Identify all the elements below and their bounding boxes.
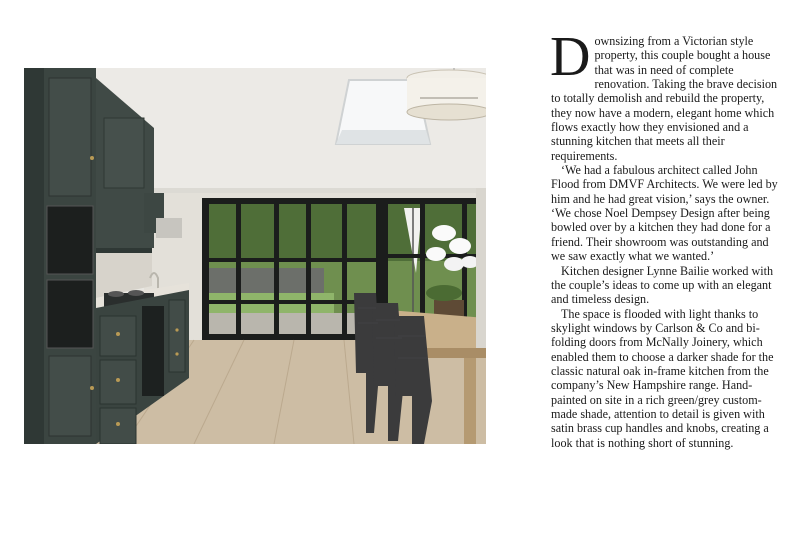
- drop-cap: D: [550, 26, 591, 88]
- paragraph-text: ownsizing from a Victorian style property, this couple bought a house that was in need of complete renovation. Taking the brave decision to totally demolish and rebuild the property, they now have a modern, elegant home which flows exactly how they envisioned and a stunning kitchen that meets all their requirements.: [551, 34, 778, 163]
- article-paragraph: Kitchen designer Lynne Bailie worked with the couple’s ideas to come up with an elegant and timeless design.: [551, 263, 774, 307]
- article-paragraph: The space is flooded with light thanks to skylight windows by Carlson & Co and bi-folding doors from McNally Joinery, which enabled them to choose a darker shade for the classic natural oak in-frame kitchen from the company’s New Hampshire range. Hand-painted on site in a rich green/grey custom-made shade, attention to detail is given with satin brass cup handles and knobs, creating a look that is nothing short of stunning.: [551, 306, 774, 450]
- article-body: [550, 26, 779, 450]
- article-paragraph: [550, 26, 779, 163]
- kitchen-photo: [24, 68, 486, 444]
- article-paragraph: ‘We had a fabulous architect called John Flood from DMVF Architects. We were led by him and he had great vision,’ says the owner. ‘We chose Noel Dempsey Design after being bowled over by a kitchen they had done for a friend. Their showroom was outstanding and we saw exactly what we wanted.’: [551, 163, 778, 264]
- pendant-light: [407, 68, 486, 120]
